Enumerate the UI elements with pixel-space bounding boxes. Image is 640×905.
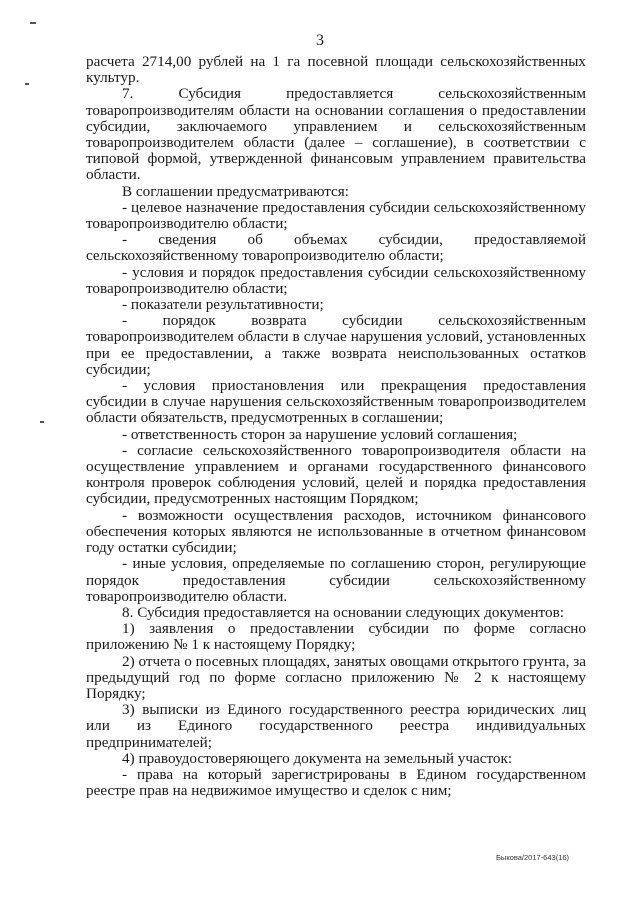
list-item: - порядок возврата субсидии сельскохозяйственным товаропроизводителем области в случае нарушения условий, установленных при ее предоставлении, а также возврата неиспользованных остатков субсидии; xyxy=(86,312,586,378)
paragraph: В соглашении предусматриваются: xyxy=(122,182,350,200)
document-body xyxy=(86,54,586,799)
footer-code: Быкова/2017-643(16) xyxy=(496,853,570,862)
paragraph: расчета 2714,00 рублей на 1 га посевной площади сельскохозяйственных культур. xyxy=(86,53,586,87)
paragraph: 8. Субсидия предоставляется на основании следующих документов: xyxy=(122,603,564,621)
list-item: - права на который зарегистрированы в Едином государственном реестре прав на недвижимое имущество и сделок с ним; xyxy=(86,765,586,800)
scan-speck xyxy=(40,421,44,423)
list-item: 4) правоудостоверяющего документа на земельный участок: xyxy=(122,749,513,767)
list-item: - возможности осуществления расходов, источником финансового обеспечения которых являются не использованные в отчетном финансовом году остатки субсидии; xyxy=(86,506,586,557)
list-item: - условия приостановления или прекращения предоставления субсидии в случае нарушения сельскохозяйственным товаропроизводителем области обязательств, предусмотренных в соглашении; xyxy=(86,377,586,427)
list-item: 2) отчета о посевных площадях, занятых овощами открытого грунта, за предыдущий год по форме согласно приложению № 2 к настоящему Порядку; xyxy=(86,652,586,702)
list-item: - ответственность сторон за нарушение условий соглашения; xyxy=(122,425,518,443)
list-item: 3) выписки из Единого государственного реестра юридических лиц или из Единого государственного реестра индивидуальных предпринимателей; xyxy=(86,701,586,751)
list-item: - показатели результативности; xyxy=(122,296,324,314)
list-item: - целевое назначение предоставления субсидии сельскохозяйственному товаропроизводителю области; xyxy=(86,198,586,233)
list-item: - условия и порядок предоставления субсидии сельскохозяйственному товаропроизводителю области; xyxy=(86,263,586,297)
page-number: 3 xyxy=(316,32,324,49)
list-item: - сведения об объемах субсидии, предоставляемой сельскохозяйственному товаропроизводителю области; xyxy=(86,231,586,265)
scan-speck xyxy=(25,83,29,85)
list-item: - согласие сельскохозяйственного товаропроизводителя области на осуществление управлением и органами государственного финансового контроля проверок соблюдения условий, целей и порядка предоставления субсидии, предусмотренных настоящим Порядком; xyxy=(86,441,586,508)
list-item: - иные условия, определяемые по соглашению сторон, регулирующие порядок предоставления субсидии сельскохозяйственному товаропроизводителю области. xyxy=(86,555,586,605)
list-item: 1) заявления о предоставлении субсидии по форме согласно приложению № 1 к настоящему Порядку; xyxy=(86,620,586,654)
scan-speck xyxy=(30,22,36,24)
paragraph: 7. Субсидия предоставляется сельскохозяйственным товаропроизводителям области на основании соглашения о предоставлении субсидии, заключаемого управлением и сельскохозяйственным товаропроизводителем области (далее – соглашение), в соответствии с типовой формой, утвержденной финансовым управлением правительства области. xyxy=(86,85,586,184)
